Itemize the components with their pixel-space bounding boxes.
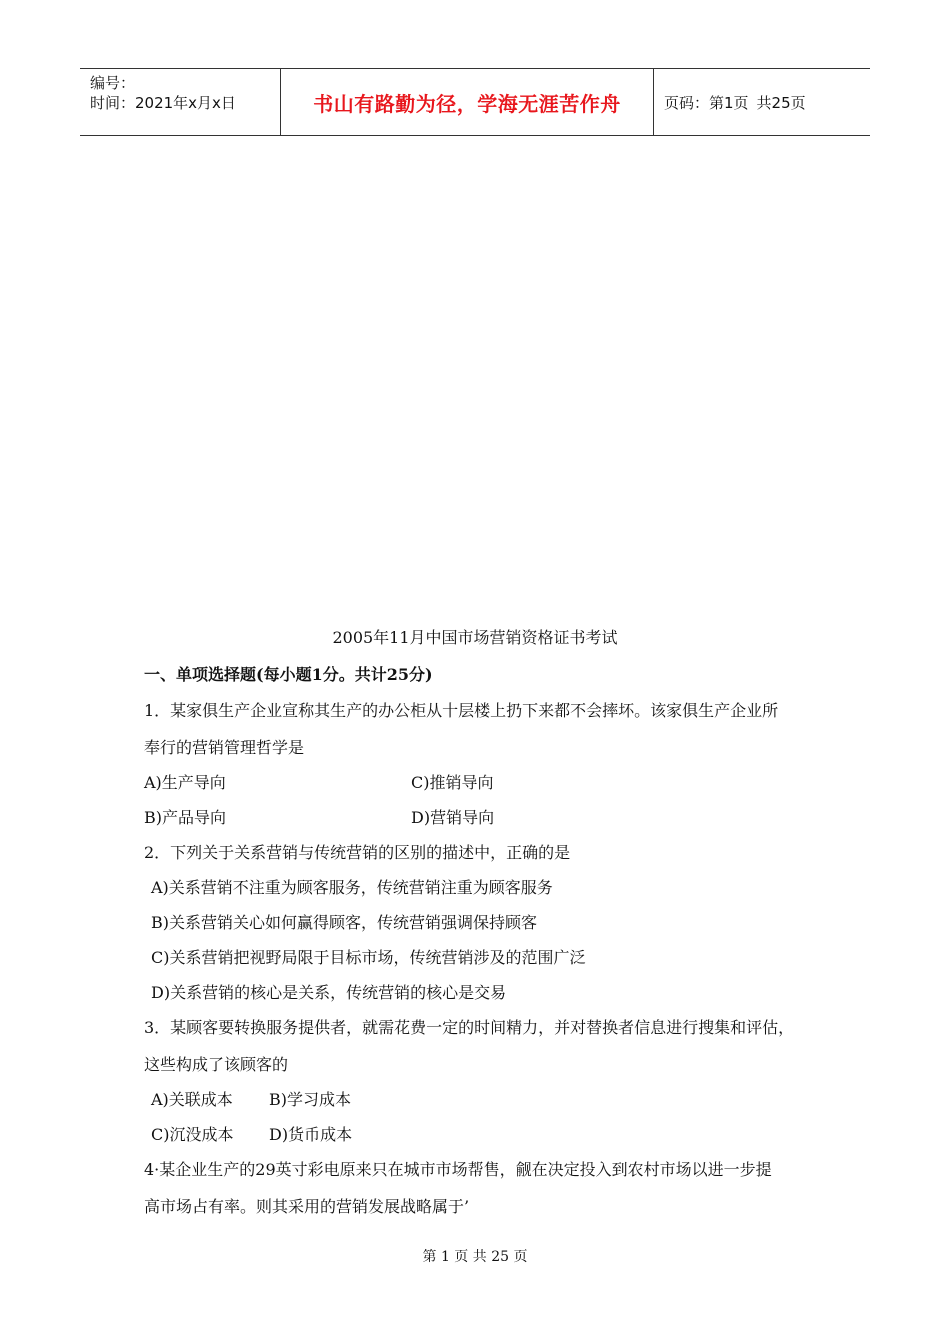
question-1-option-c: C)推销导向 xyxy=(411,773,494,792)
question-3-option-c: C)沉没成本 xyxy=(151,1125,234,1144)
exam-title: 2005年11月中国市场营销资格证书考试 xyxy=(332,628,618,647)
question-2-option-d: D)关系营销的核心是关系，传统营销的核心是交易 xyxy=(151,983,507,1002)
section-heading: 一、单项选择题(每小题1分。共计25分) xyxy=(144,665,433,684)
page-label: 页码：第1页 xyxy=(664,93,749,112)
number-label: 编号： xyxy=(90,74,136,92)
question-1-option-d: D)营销导向 xyxy=(411,808,495,827)
question-2-line-1: 2．下列关于关系营销与传统营销的区别的描述中，正确的是 xyxy=(144,843,571,862)
header-meta xyxy=(80,69,281,135)
question-1-line-2: 奉行的营销管理哲学是 xyxy=(144,738,305,757)
question-2-option-b: B)关系营销关心如何赢得顾客，传统营销强调保持顾客 xyxy=(151,913,538,932)
header-page-info xyxy=(654,69,870,135)
question-4-line-2: 高市场占有率。则其采用的营销发展战略属于’ xyxy=(144,1197,470,1216)
question-3-line-2: 这些构成了该顾客的 xyxy=(144,1055,289,1074)
question-3-option-a: A)关联成本 xyxy=(151,1090,233,1109)
total-pages-label: 共25页 xyxy=(756,93,806,112)
question-1-option-a: A)生产导向 xyxy=(144,773,226,792)
question-1-option-b: B)产品导向 xyxy=(144,808,227,827)
question-2-option-a: A)关系营销不注重为顾客服务，传统营销注重为顾客服务 xyxy=(151,878,553,897)
question-2-option-c: C)关系营销把视野局限于目标市场，传统营销涉及的范围广泛 xyxy=(151,948,586,967)
document-header xyxy=(80,68,870,136)
header-motto: 书山有路勤为径，学海无涯苦作舟 xyxy=(281,69,654,135)
time-label: 时间：2021年x月x日 xyxy=(90,94,236,112)
question-1-line-1: 1．某家俱生产企业宣称其生产的办公柜从十层楼上扔下来都不会摔坏。该家俱生产企业所 xyxy=(144,701,779,720)
question-3-option-b: B)学习成本 xyxy=(269,1090,352,1109)
question-4-line-1: 4·某企业生产的29英寸彩电原来只在城市市场帮售，觎在决定投入到农村市场以进一步提 xyxy=(144,1160,772,1179)
page-footer: 第 1 页 共 25 页 xyxy=(422,1249,528,1265)
question-3-line-1: 3．某顾客要转换服务提供者，就需花费一定的时间精力，并对替换者信息进行搜集和评估， xyxy=(144,1018,795,1037)
question-3-option-d: D)货币成本 xyxy=(269,1125,353,1144)
